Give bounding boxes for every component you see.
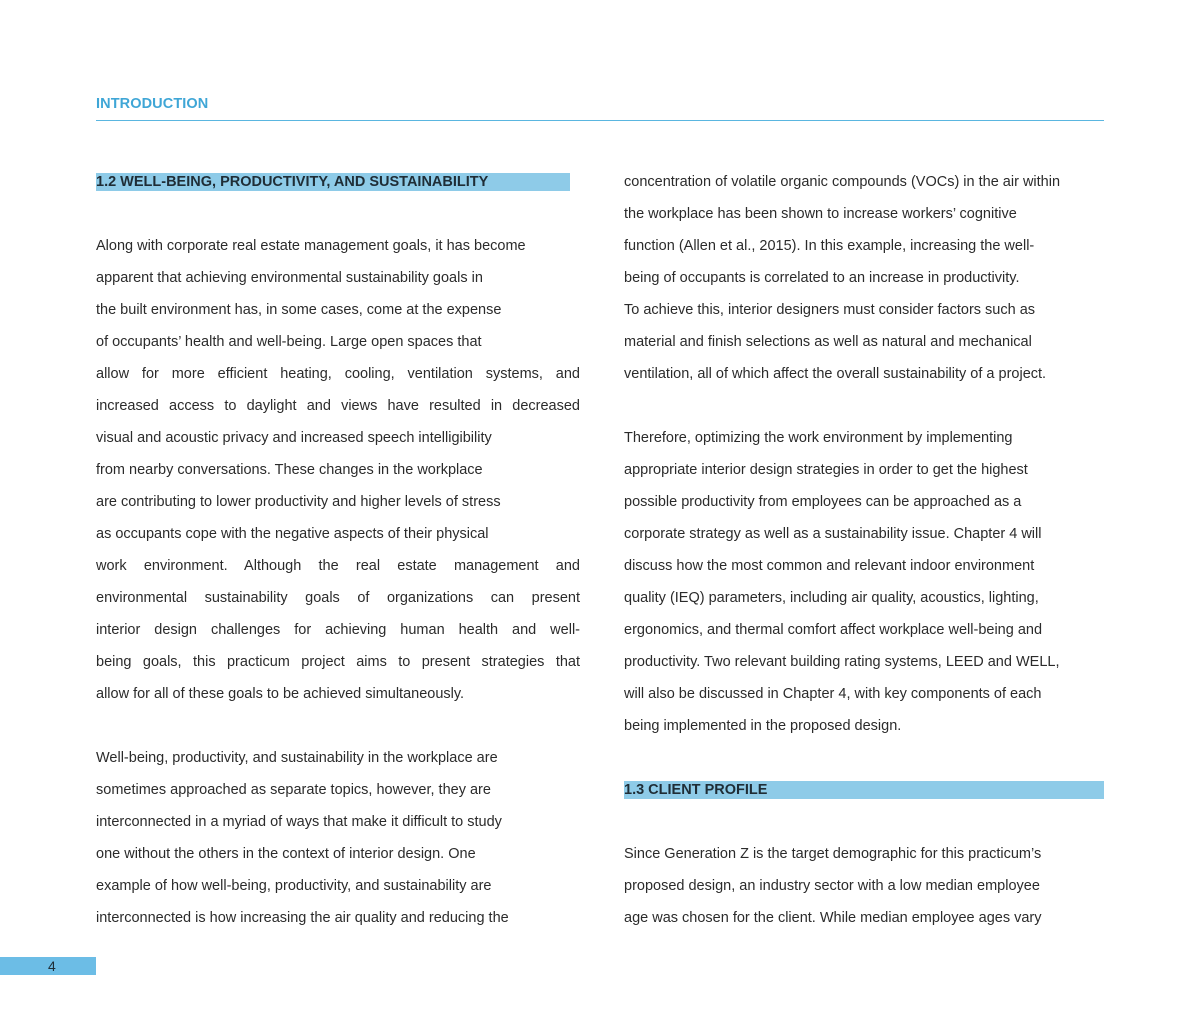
right-column	[624, 166, 1104, 934]
text-line: Therefore, optimizing the work environment by implementing	[624, 430, 1013, 446]
text-line: allow for more efficient heating, cooling, ventilation systems, and	[96, 366, 580, 382]
text-line: allow for all of these goals to be achieved simultaneously.	[96, 686, 465, 702]
text-line: sometimes approached as separate topics, however, they are	[96, 782, 491, 798]
paragraph	[96, 230, 580, 710]
text-line: function (Allen et al., 2015). In this example, increasing the well-	[624, 238, 1035, 254]
text-line: from nearby conversations. These changes in the workplace	[96, 462, 483, 478]
text-line: work environment. Although the real estate management and	[96, 558, 580, 574]
text-line: example of how well-being, productivity, and sustainability are	[96, 878, 492, 894]
text-line: corporate strategy as well as a sustainability issue. Chapter 4 will	[624, 526, 1042, 542]
text-line: quality (IEQ) parameters, including air quality, acoustics, lighting,	[624, 590, 1039, 606]
text-line: To achieve this, interior designers must consider factors such as	[624, 302, 1036, 318]
text-line: proposed design, an industry sector with a low median employee	[624, 878, 1040, 894]
text-line: will also be discussed in Chapter 4, with key components of each	[624, 686, 1042, 702]
text-line: environmental sustainability goals of organizations can present	[96, 590, 580, 606]
text-line: being goals, this practicum project aims to present strategies that	[96, 654, 580, 670]
page-number: 4	[48, 958, 56, 974]
text-line: the workplace has been shown to increase workers’ cognitive	[624, 206, 1017, 222]
header-rule	[96, 120, 1104, 121]
text-line: one without the others in the context of interior design. One	[96, 846, 476, 862]
section-heading-1-3: 1.3 CLIENT PROFILE	[624, 781, 1104, 799]
text-line: concentration of volatile organic compounds (VOCs) in the air within	[624, 174, 1061, 190]
text-line: Along with corporate real estate management goals, it has become	[96, 238, 526, 254]
text-line: discuss how the most common and relevant indoor environment	[624, 558, 1035, 574]
text-line: being implemented in the proposed design.	[624, 718, 902, 734]
left-column	[96, 166, 580, 934]
text-line: ventilation, all of which affect the overall sustainability of a project.	[624, 366, 1047, 382]
text-line: ergonomics, and thermal comfort affect workplace well-being and	[624, 622, 1043, 638]
text-line: the built environment has, in some cases, come at the expense	[96, 302, 502, 318]
text-line: interconnected in a myriad of ways that make it difficult to study	[96, 814, 502, 830]
text-line: as occupants cope with the negative aspects of their physical	[96, 526, 489, 542]
text-line: interconnected is how increasing the air quality and reducing the	[96, 910, 509, 926]
text-line: age was chosen for the client. While median employee ages vary	[624, 910, 1042, 926]
paragraph	[624, 166, 1104, 390]
running-head: INTRODUCTION	[96, 96, 209, 112]
text-line: increased access to daylight and views have resulted in decreased	[96, 398, 580, 414]
text-line: appropriate interior design strategies in order to get the highest	[624, 462, 1028, 478]
text-line: of occupants’ health and well-being. Large open spaces that	[96, 334, 482, 350]
text-line: are contributing to lower productivity and higher levels of stress	[96, 494, 501, 510]
paragraph	[624, 838, 1104, 934]
text-line: visual and acoustic privacy and increased speech intelligibility	[96, 430, 492, 446]
text-line: Since Generation Z is the target demographic for this practicum’s	[624, 846, 1042, 862]
section-heading-1-2: 1.2 WELL-BEING, PRODUCTIVITY, AND SUSTAINABILITY	[96, 173, 570, 191]
paragraph	[96, 742, 580, 934]
page-number-tab	[0, 957, 96, 975]
text-line: being of occupants is correlated to an increase in productivity.	[624, 270, 1020, 286]
text-line: material and finish selections as well as natural and mechanical	[624, 334, 1032, 350]
text-line: apparent that achieving environmental sustainability goals in	[96, 270, 483, 286]
paragraph	[624, 422, 1104, 742]
text-line: Well-being, productivity, and sustainability in the workplace are	[96, 750, 498, 766]
text-line: productivity. Two relevant building rating systems, LEED and WELL,	[624, 654, 1060, 670]
text-line: possible productivity from employees can be approached as a	[624, 494, 1022, 510]
text-line: interior design challenges for achieving human health and well-	[96, 622, 580, 638]
